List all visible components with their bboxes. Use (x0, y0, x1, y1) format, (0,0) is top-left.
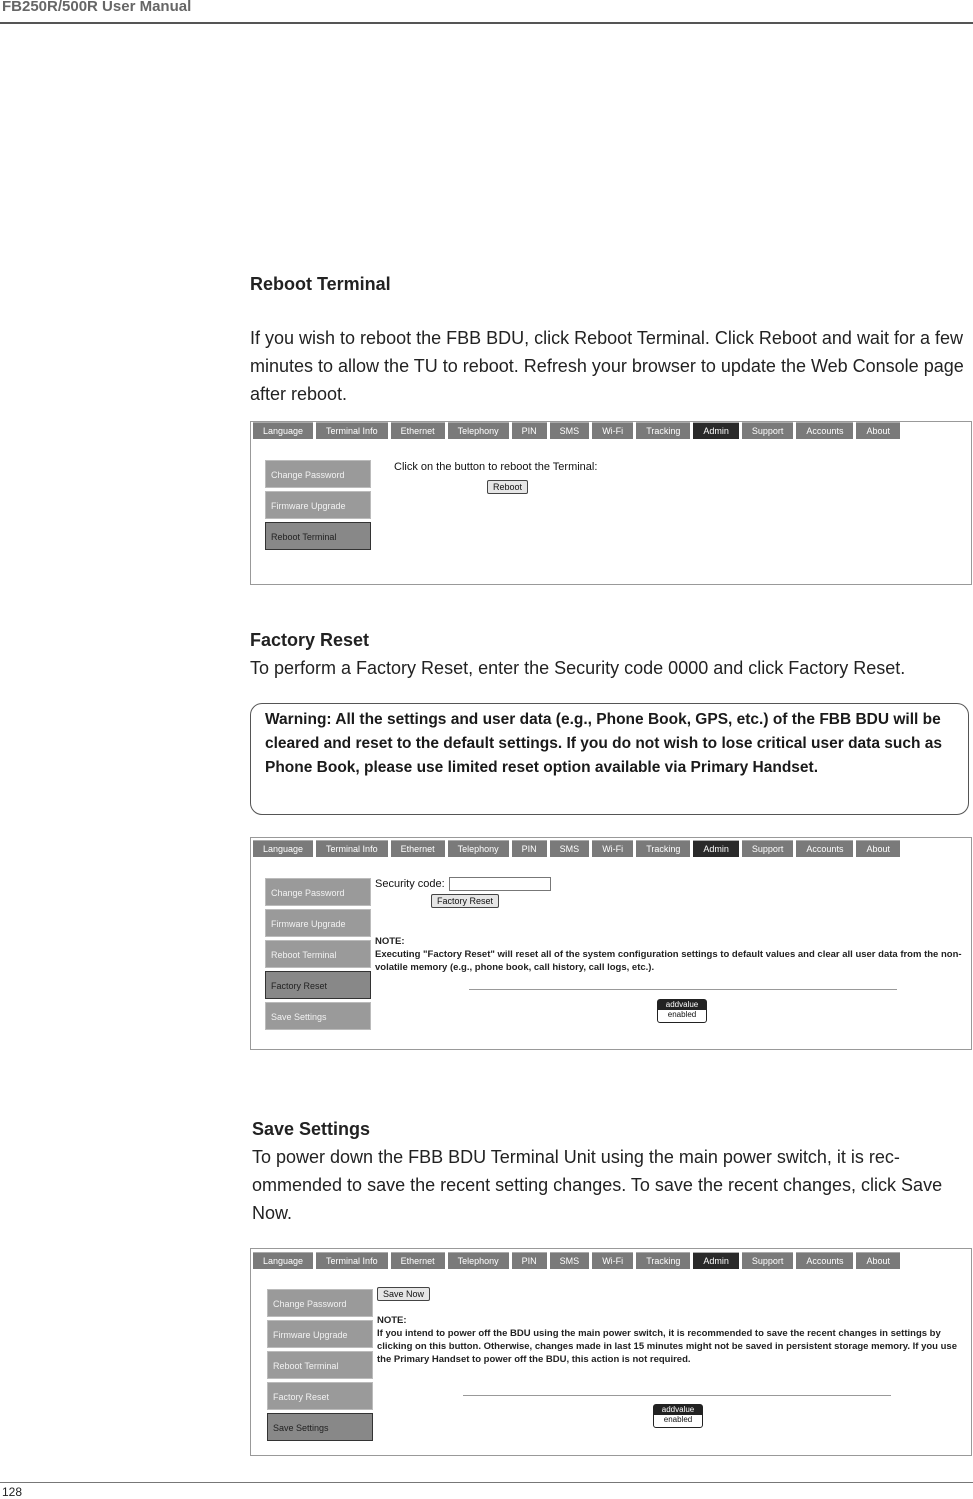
tab-about[interactable]: About (856, 840, 900, 857)
save-heading: Save Settings (252, 1119, 371, 1139)
tab-language[interactable]: Language (253, 840, 313, 857)
divider (469, 989, 897, 990)
reboot-body: If you wish to reboot the FBB BDU, click Reboot Terminal. Click Reboot and wait for a few minutes to allow the TU to reboot. Refresh your browser to update the Web Console page after reboot. (250, 328, 964, 404)
side-reboot-terminal[interactable]: Reboot Terminal (265, 940, 371, 968)
tab-terminal-info[interactable]: Terminal Info (316, 422, 388, 439)
tab-bar (253, 840, 900, 858)
save-now-button[interactable]: Save Now (377, 1287, 430, 1301)
side-firmware-upgrade[interactable]: Firmware Upgrade (265, 909, 371, 937)
reboot-screenshot (250, 421, 972, 585)
side-save-settings[interactable]: Save Settings (265, 1002, 371, 1030)
tab-terminal-info[interactable]: Terminal Info (316, 1252, 388, 1269)
tab-pin[interactable]: PIN (512, 1252, 547, 1269)
factory-body: To perform a Factory Reset, enter the Security code 0000 and click Factory Reset. (250, 658, 906, 678)
warning-text: Warning: All the settings and user data (e.g., Phone Book, GPS, etc.) of the FBB BDU will be cleared and reset to the default settings. If you do not wish to lose critical user data such as Phone Book, please use limited reset option available via Primary Handset. (265, 711, 942, 776)
side-change-password[interactable]: Change Password (267, 1289, 373, 1317)
tab-telephony[interactable]: Telephony (448, 840, 509, 857)
tab-wifi[interactable]: Wi-Fi (592, 1252, 633, 1269)
manual-title: FB250R/500R User Manual (2, 0, 192, 15)
security-code-input[interactable] (449, 877, 551, 891)
side-save-settings[interactable]: Save Settings (267, 1413, 373, 1441)
security-code-label: Security code: (375, 878, 445, 890)
page-header (0, 0, 973, 24)
reboot-heading: Reboot Terminal (250, 274, 391, 294)
page-number: 128 (2, 1485, 23, 1499)
side-change-password[interactable]: Change Password (265, 878, 371, 906)
warning-box (250, 703, 969, 815)
logo-top-text: addvalue (654, 1405, 702, 1415)
logo-bottom-text: enabled (667, 1010, 697, 1019)
tab-language[interactable]: Language (253, 422, 313, 439)
side-menu (265, 878, 371, 1030)
tab-ethernet[interactable]: Ethernet (391, 840, 445, 857)
side-firmware-upgrade[interactable]: Firmware Upgrade (267, 1320, 373, 1348)
side-menu (267, 1289, 373, 1441)
side-reboot-terminal[interactable]: Reboot Terminal (265, 522, 371, 550)
save-body: To power down the FBB BDU Terminal Unit using the main power switch, it is rec-ommended to save the recent setting changes. To save the recent changes, click Save Now. (252, 1147, 943, 1223)
factory-reset-button[interactable]: Factory Reset (431, 894, 499, 908)
tab-pin[interactable]: PIN (512, 422, 547, 439)
side-menu (265, 460, 371, 550)
logo-top-text: addvalue (658, 1000, 706, 1010)
save-note-text: If you intend to power off the BDU using the main power switch, it is recommended to save the recent changes in settings by clicking on this button. Otherwise, changes made in last 15 minutes might not be saved in persistent storage memory. If you use the Primary Handset to power off the BDU, this action is not required. (377, 1328, 957, 1365)
side-factory-reset[interactable]: Factory Reset (267, 1382, 373, 1410)
tab-language[interactable]: Language (253, 1252, 313, 1269)
tab-about[interactable]: About (856, 422, 900, 439)
tab-accounts[interactable]: Accounts (796, 422, 853, 439)
tab-wifi[interactable]: Wi-Fi (592, 840, 633, 857)
tab-terminal-info[interactable]: Terminal Info (316, 840, 388, 857)
logo-bottom-text: enabled (663, 1415, 693, 1424)
side-factory-reset[interactable]: Factory Reset (265, 971, 371, 999)
tab-support[interactable]: Support (742, 422, 794, 439)
tab-support[interactable]: Support (742, 1252, 794, 1269)
reboot-button[interactable]: Reboot (487, 480, 528, 494)
side-reboot-terminal[interactable]: Reboot Terminal (267, 1351, 373, 1379)
side-firmware-upgrade[interactable]: Firmware Upgrade (265, 491, 371, 519)
note-label: NOTE: (377, 1315, 407, 1326)
save-screenshot (250, 1248, 972, 1456)
tab-telephony[interactable]: Telephony (448, 1252, 509, 1269)
tab-tracking[interactable]: Tracking (636, 422, 690, 439)
tab-accounts[interactable]: Accounts (796, 840, 853, 857)
tab-support[interactable]: Support (742, 840, 794, 857)
factory-heading: Factory Reset (250, 630, 370, 650)
tab-tracking[interactable]: Tracking (636, 1252, 690, 1269)
tab-ethernet[interactable]: Ethernet (391, 1252, 445, 1269)
divider (463, 1395, 891, 1396)
tab-about[interactable]: About (856, 1252, 900, 1269)
tab-wifi[interactable]: Wi-Fi (592, 422, 633, 439)
tab-sms[interactable]: SMS (550, 1252, 590, 1269)
tab-admin[interactable]: Admin (693, 840, 739, 857)
note-label: NOTE: (375, 936, 405, 947)
side-change-password[interactable]: Change Password (265, 460, 371, 488)
tab-sms[interactable]: SMS (550, 422, 590, 439)
footer-rule (0, 1482, 973, 1483)
tab-ethernet[interactable]: Ethernet (391, 422, 445, 439)
tab-bar (253, 1252, 900, 1270)
addvalue-logo (653, 1404, 703, 1428)
factory-note-text: Executing "Factory Reset" will reset all of the system configuration settings to default values and clear all user data from the non-volatile memory (e.g., phone book, call history, call logs, etc.). (375, 949, 962, 973)
addvalue-logo (657, 999, 707, 1023)
reboot-prompt: Click on the button to reboot the Terminal: (394, 461, 598, 473)
tab-admin[interactable]: Admin (693, 1252, 739, 1269)
tab-tracking[interactable]: Tracking (636, 840, 690, 857)
tab-accounts[interactable]: Accounts (796, 1252, 853, 1269)
tab-telephony[interactable]: Telephony (448, 422, 509, 439)
tab-sms[interactable]: SMS (550, 840, 590, 857)
tab-admin[interactable]: Admin (693, 422, 739, 439)
factory-screenshot (250, 837, 972, 1050)
tab-bar (253, 422, 900, 440)
tab-pin[interactable]: PIN (512, 840, 547, 857)
